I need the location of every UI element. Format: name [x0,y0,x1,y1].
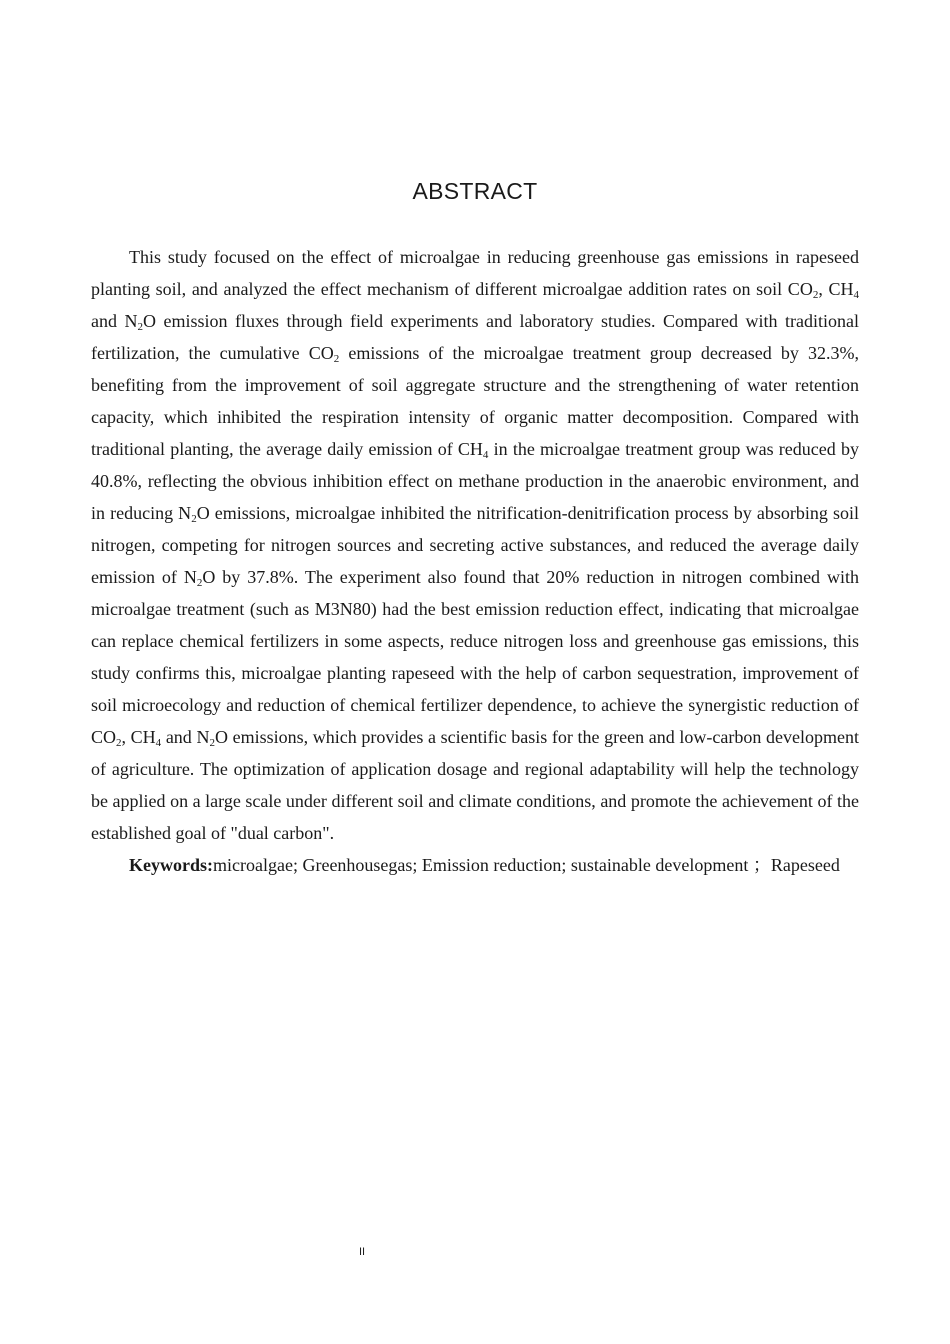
keywords-label: Keywords: [129,855,213,875]
subscript: 2 [137,321,143,333]
page-number: II [359,1246,366,1258]
keywords-text: microalgae; Greenhousegas; Emission reduction; sustainable development ；Rapeseed [213,855,840,875]
abstract-text: O emissions, microalgae inhibited the nitrification-denitrification process by absorbing soil nitrogen, competing for nitrogen sources and secreting active substances, and reduced the average daily emission of N [91,503,859,587]
subscript: 4 [482,449,489,461]
abstract-text: in the microalgae treatment group was reduced by 40.8%, reflecting the obvious inhibition effect on methane production in the anaerobic environment, and in reducing N [91,439,859,523]
page-title: ABSTRACT [412,178,538,204]
subscript: 4 [155,737,162,749]
abstract-text: , CH [121,727,156,747]
subscript: 2 [196,577,203,589]
subscript: 2 [116,737,122,749]
subscript: 2 [812,289,819,301]
abstract-text: and N [91,311,138,331]
abstract-text: This study focused on the effect of microalgae in reducing greenhouse gas emissions in rapeseed planting soil, and analyzed the effect mechanism of different microalgae addition rates on soil CO [91,247,859,299]
abstract-text: O emissions, which provides a scientific basis for the green and low-carbon development of agriculture. The optimization of application dosage and regional adaptability will help the technology be applied on a large scale under different soil and climate conditions, and promote the achievement of the established goal of "dual carbon". [91,727,859,843]
keywords-line [91,849,859,881]
abstract-text: , CH [818,279,854,299]
abstract-text: O emission fluxes through field experiments and laboratory studies. Compared with traditional fertilization, the cumulative CO [91,311,859,363]
abstract-text: O by 37.8%. The experiment also found that 20% reduction in nitrogen combined with microalgae treatment (such as M3N80) had the best emission reduction effect, indicating that microalgae can replace chemical fertilizers in some aspects, reduce nitrogen loss and greenhouse gas emissions, this study confirms this, microalgae planting rapeseed with the help of carbon sequestration, improvement of soil microecology and reduction of chemical fertilizer dependence, to achieve the synergistic reduction of CO [91,567,859,747]
abstract-body [91,241,859,881]
abstract-text: and N [161,727,210,747]
abstract-text: emissions of the microalgae treatment group decreased by 32.3%, benefiting from the improvement of soil aggregate structure and the strengthening of water retention capacity, which inhibited the respiration intensity of organic matter decomposition. Compared with traditional planting, the average daily emission of CH [91,343,859,459]
subscript: 4 [853,289,859,301]
abstract-paragraph [91,241,859,849]
subscript: 2 [191,513,197,525]
subscript: 2 [333,353,340,365]
subscript: 2 [209,737,215,749]
